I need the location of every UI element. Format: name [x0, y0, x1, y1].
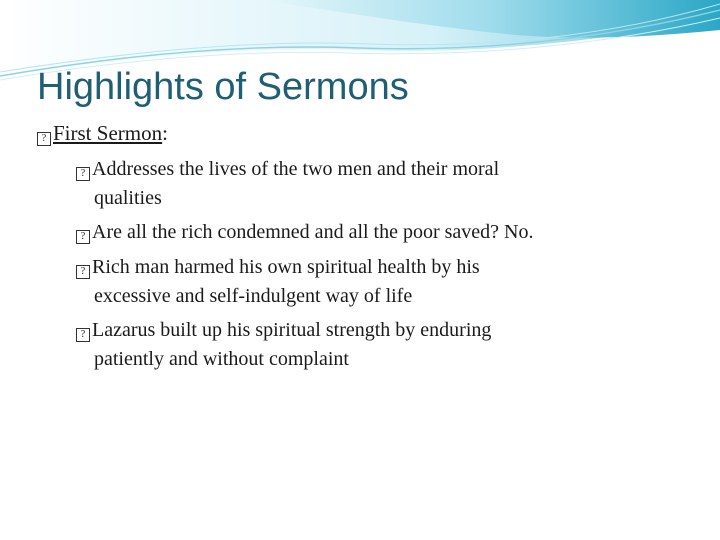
sub-bullet-text: Are all the rich condemned and all the poor saved? No. — [92, 221, 534, 243]
bullet-icon: ? — [76, 328, 90, 342]
sub-bullet-text-continued: qualities — [94, 187, 162, 209]
sub-bullet-text-continued: patiently and without complaint — [94, 348, 349, 370]
heading-bullet-suffix: : — [162, 121, 168, 145]
sub-bullet-text-continued: excessive and self-indulgent way of life — [94, 285, 413, 307]
sub-bullet — [76, 316, 676, 374]
sub-bullet-text: Lazarus built up his spiritual strength by enduring — [92, 319, 492, 341]
heading-bullet-label: First Sermon — [53, 121, 163, 145]
sub-bullet-text: Rich man harmed his own spiritual health by his — [92, 256, 480, 278]
bullet-icon: ? — [76, 265, 90, 279]
sub-bullet — [76, 253, 676, 311]
slide-title: Highlights of Sermons — [37, 66, 409, 108]
heading-bullet — [37, 120, 168, 147]
bullet-icon: ? — [37, 132, 51, 146]
bullet-icon: ? — [76, 167, 90, 181]
sub-bullet — [76, 155, 676, 213]
sub-bullet-text: Addresses the lives of the two men and their moral — [92, 158, 500, 180]
bullet-icon: ? — [76, 230, 90, 244]
sub-bullet — [76, 218, 676, 247]
